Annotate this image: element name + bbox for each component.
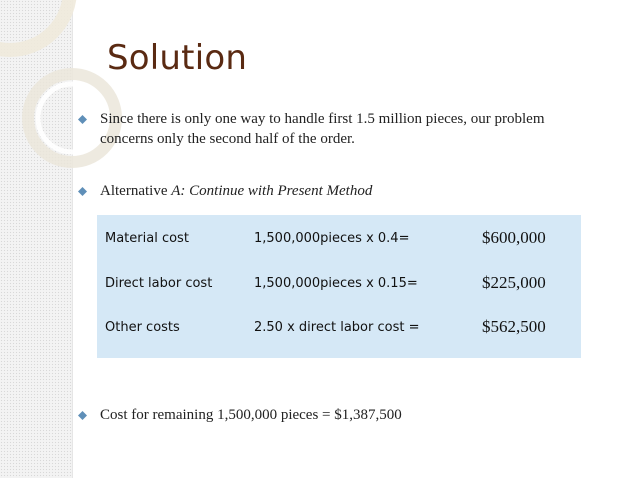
bullet-diamond-icon	[78, 115, 87, 124]
bullet-emphasis: A: Continue with Present Method	[171, 183, 373, 199]
row-amount: $562,500	[482, 317, 546, 336]
row-amount: $600,000	[482, 228, 546, 247]
table-row	[97, 272, 581, 296]
row-label: Other costs	[105, 320, 180, 335]
bullet-text	[100, 181, 548, 201]
bullet-text: Cost for remaining 1,500,000 pieces = $1,387,500	[100, 407, 402, 423]
row-label: Direct labor cost	[105, 276, 213, 291]
row-amount: $225,000	[482, 273, 546, 292]
bullet-diamond-icon	[78, 411, 87, 420]
bullet-item	[78, 109, 548, 149]
table-row	[97, 227, 581, 251]
decorative-arcs	[0, 0, 140, 200]
row-calculation: 2.50 x direct labor cost =	[254, 320, 420, 335]
table-row	[97, 316, 581, 340]
slide-title: Solution	[107, 38, 248, 78]
cost-table	[97, 215, 581, 358]
bullet-item	[78, 181, 548, 201]
row-calculation: 1,500,000pieces x 0.15=	[254, 276, 418, 291]
bullet-text: Since there is only one way to handle first 1.5 million pieces, our problem concerns only the second half of the order.	[100, 111, 545, 147]
bullet-diamond-icon	[78, 187, 87, 196]
bullet-item	[78, 405, 548, 425]
row-calculation: 1,500,000pieces x 0.4=	[254, 231, 410, 246]
bullet-prefix: Alternative	[100, 183, 172, 199]
row-label: Material cost	[105, 231, 189, 246]
